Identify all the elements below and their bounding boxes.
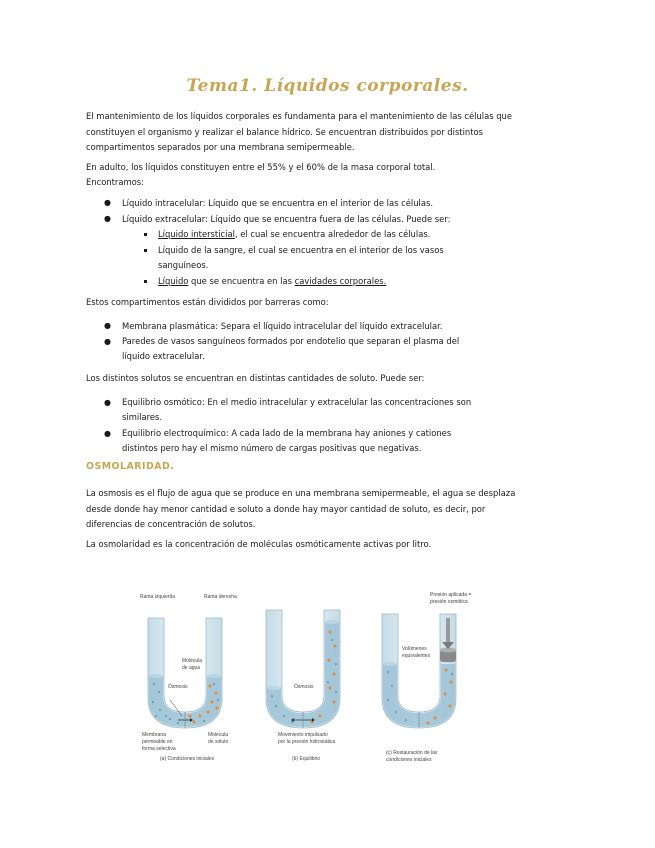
label-presion-2: presión osmótica [430, 599, 468, 605]
list-item-cont: líquido extracelular. [122, 351, 205, 361]
bullet-icon: ● [104, 214, 111, 223]
label-volumenes-2: equivalentes [402, 653, 431, 659]
label-molecula-soluto-1: Molécula [208, 732, 229, 738]
osmolarity-paragraph: La osmolaridad es la concentración de moléculas osmóticamente activas por litro. [86, 539, 432, 549]
osmosis-paragraph: La osmosis es el flujo de agua que se produce en una membrana semipermeable, el agua se desplaza desde donde hay menor cantidad e soluto a donde hay mayor cantidad de soluto, es decir, por diferencias de concentración de solutos. [86, 488, 516, 529]
label-membrana-1: Membrana [142, 732, 166, 738]
solutes-intro: Los distintos solutos se encuentran en distintas cantidades de soluto. Puede ser: [86, 373, 425, 383]
bullet-icon: ● [104, 321, 111, 330]
u-tube-c [382, 614, 456, 728]
label-molecula-soluto-2: de soluto [208, 739, 229, 745]
bullet-icon: ● [104, 337, 111, 346]
label-movimiento-2: por la presión hidrostática [278, 739, 336, 745]
square-bullet-icon [144, 233, 147, 236]
label-osmosis-a: Ósmosis [168, 684, 188, 690]
caption-b: (b) Equilibrio [292, 756, 321, 762]
list-item: Equilibrio osmótico: En el medio intracelular y extracelular las concentraciones son [122, 397, 472, 407]
square-bullet-icon [144, 280, 147, 283]
underlined-term: Líquido intersticial [158, 229, 235, 239]
sub-list-item [158, 227, 430, 243]
list-item-cont: distintos pero hay el mismo número de cargas positivas que negativas. [122, 443, 422, 453]
adult-line-1: En adulto, los líquidos constituyen entre el 55% y el 60% de la masa corporal total. [86, 162, 436, 172]
sub-list-item: Líquido de la sangre, el cual se encuentra en el interior de los vasos [158, 245, 444, 255]
label-presion-1: Presión aplicada = [430, 592, 472, 598]
label-volumenes-1: Volúmenes [402, 646, 427, 652]
label-rama-izquierda: Rama izquierda [140, 594, 176, 600]
section-title: OSMOLARIDAD. [86, 461, 175, 472]
list-item: Líquido extracelular: Líquido que se encuentra fuera de las células. Puede ser: [122, 214, 451, 224]
underlined-term: Líquido [158, 276, 189, 286]
sub-item-text: que se encuentra en las [188, 276, 295, 286]
label-rama-derecha: Rama derecha [204, 594, 237, 600]
label-molecula-agua-2: de agua [182, 665, 201, 671]
sub-list-item [158, 274, 386, 290]
label-molecula-agua-1: Molécula [182, 658, 203, 664]
sub-item-text: , el cual se encuentra alrededor de las células. [234, 229, 431, 239]
label-membrana-3: forma selectiva [142, 746, 176, 752]
list-item: Equilibrio electroquímico: A cada lado de la membrana hay aniones y cationes [122, 428, 452, 438]
caption-c-1: (c) Restauración de las [386, 750, 438, 756]
list-item-cont: similares. [122, 412, 163, 422]
barriers-intro: Estos compartimentos están divididos por barreras como: [86, 297, 329, 307]
sub-list-item-cont: sanguíneos. [158, 260, 209, 270]
label-movimiento-1: Movimiento impulsado [278, 732, 328, 738]
label-osmosis-b: Ósmosis [294, 684, 314, 690]
label-membrana-2: permeable en [142, 739, 173, 745]
intro-paragraph: El mantenimiento de los líquidos corporales es fundamenta para el mantenimiento de las células que constituyen el organismo y realizar el balance hídrico. Se encuentran distribuidos por distintos compartimentos separados por una membrana semipermeable. [86, 111, 513, 152]
bullet-icon: ● [104, 429, 111, 438]
osmosis-figure [130, 588, 520, 766]
underlined-term: cavidades corporales. [294, 276, 387, 286]
square-bullet-icon [144, 249, 147, 252]
caption-a: (a) Condiciones iniciales [160, 756, 215, 762]
page-title: Tema1. Líquidos corporales. [186, 76, 469, 96]
list-item: Paredes de vasos sanguíneos formados por endotelio que separan el plasma del [122, 336, 460, 346]
list-item: Membrana plasmática: Separa el líquido intracelular del líquido extracelular. [122, 321, 443, 331]
caption-c-2: condiciones iniciales [386, 757, 432, 763]
u-tube-a [148, 618, 222, 728]
bullet-icon: ● [104, 198, 111, 207]
list-item: Líquido intracelular: Líquido que se encuentra en el interior de las células. [122, 198, 434, 208]
u-tube-b [266, 610, 340, 728]
adult-line-2: Encontramos: [86, 177, 144, 187]
bullet-icon: ● [104, 398, 111, 407]
